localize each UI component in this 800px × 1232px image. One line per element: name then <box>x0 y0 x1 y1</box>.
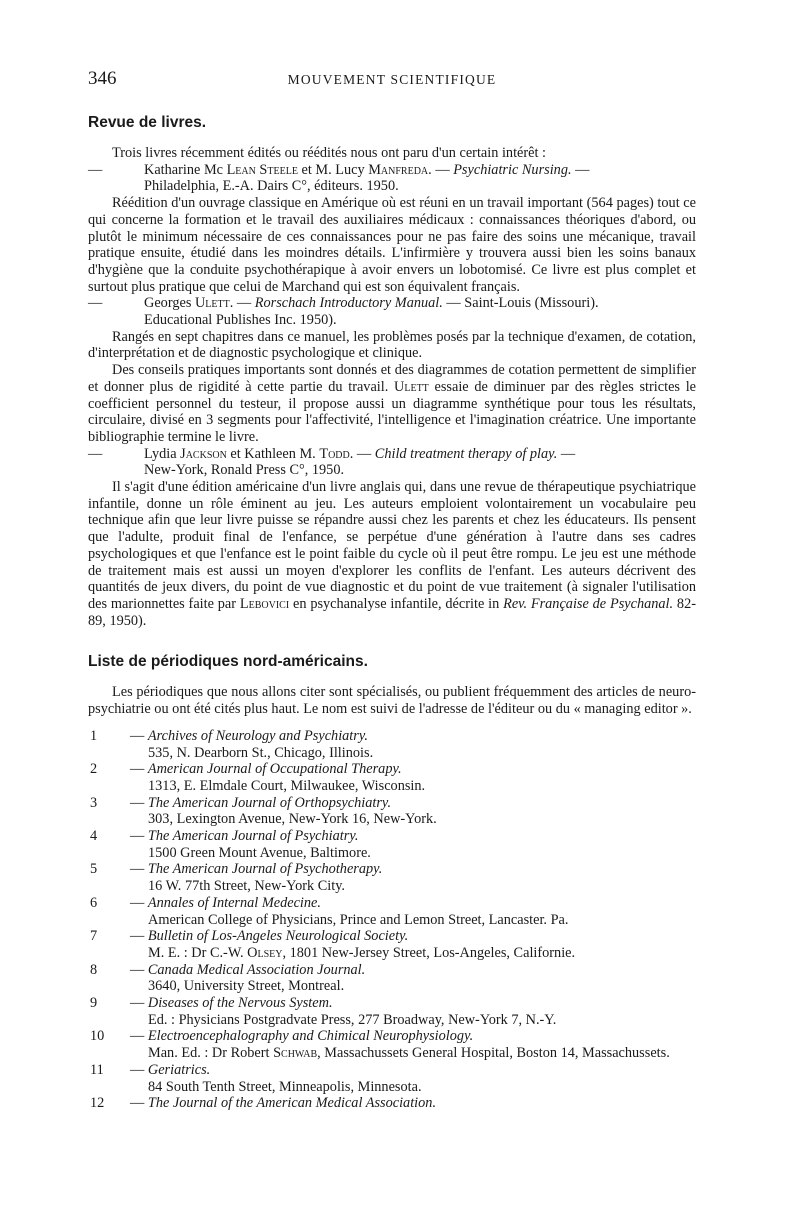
list-item-number: 11 <box>90 1061 104 1078</box>
periodical-title: Annales of Internal Medecine. <box>147 894 321 911</box>
book-title: Rorschach Introductory Manual. <box>254 295 443 312</box>
list-item-number: 4 <box>90 828 98 845</box>
list-item-number: 3 <box>90 794 98 811</box>
book-review-text: Rangés en sept chapitres dans ce manuel, les problèmes posés par la technique d'examen, de cotation, d'interprétation et de diagnostic psychologique et clinique. <box>88 328 696 362</box>
periodical-title: The Journal of the American Medical Association. <box>147 1095 437 1112</box>
list-item-number: 8 <box>90 961 98 978</box>
book-title: Child treatment therapy of play. <box>374 445 558 462</box>
book-review-text: Réédition d'un ouvrage classique en Amérique où est réuni en un travail important (564 pages) tout ce qui concerne la formation et le travail des auxiliaires médicaux : connaissances théoriques d'abord, ou plutôt le minimum nécessaire de ces connaissances pour ne pas faire des soins une mécanique, travail pratique ensuite, étudié dans les moindres détails. L'infirmière y trouvera aussi bien les soins banaux d'hygiène que la conduite psychothérapique à avoir envers un lobotomisé. Ce livre est plus complet et surtout plus pratique que celui de Marchand qui est son équivalent français. <box>88 195 696 295</box>
list-item: 11 — Geriatrics. 84 South Tenth Street, Minneapolis, Minnesota. <box>88 1062 696 1095</box>
book-review-text: Des conseils pratiques importants sont donnés et des diagrammes de cotation permettent de simplifier et donner plus de rigidité à cette partie du travail. Ulett essaie de diminuer par des règles strictes le coefficient personnel du testeur, il propose aussi un diagramme synthétique pour tous les résultats, circulaire, divisé en 3 segments pour l'affectivité, l'intelligence et l'imagination créatrice. Une importante bibliographie termine le livre. <box>88 362 697 445</box>
periodical-title: Archives of Neurology and Psychiatry. <box>147 727 368 744</box>
running-title: MOUVEMENT SCIENTIFIQUE <box>287 72 497 87</box>
periodical-address: Man. Ed. : Dr Robert Schwab, Massachussets General Hospital, Boston 14, Massachussets. <box>148 1045 670 1062</box>
section-title-reviews: Revue de livres. <box>88 114 207 131</box>
periodical-title: The American Journal of Psychotherapy. <box>147 861 383 878</box>
list-item: 1 — Archives of Neurology and Psychiatry. 535, N. Dearborn St., Chicago, Illinois. <box>88 728 696 761</box>
periodical-title: Electroencephalography and Chimical Neurophysiology. <box>147 1028 474 1045</box>
list-item: 2 — American Journal of Occupational Therapy. 1313, E. Elmdale Court, Milwaukee, Wisconsin. <box>88 761 696 794</box>
list-item-number: 5 <box>90 861 98 878</box>
periodical-address: American College of Physicians, Prince and Lemon Street, Lancaster. Pa. <box>148 911 569 928</box>
list-item-number: 7 <box>90 928 98 945</box>
list-item: 8 — Canada Medical Association Journal. 3640, University Street, Montreal. <box>88 962 696 995</box>
list-item: 12 — The Journal of the American Medical Association. <box>90 1095 437 1112</box>
list-item: 4 — The American Journal of Psychiatry. 1500 Green Mount Avenue, Baltimore. <box>88 828 696 861</box>
book-publisher: New-York, Ronald Press C°, 1950. <box>144 462 345 479</box>
document-page <box>88 68 696 1112</box>
periodical-title: Geriatrics. <box>147 1061 211 1078</box>
periodical-address: Ed. : Physicians Postgradvate Press, 277 Broadway, New-York 7, N.-Y. <box>148 1011 557 1028</box>
periodical-address: 84 South Tenth Street, Minneapolis, Minnesota. <box>148 1078 422 1095</box>
list-item-number: 12 <box>90 1095 105 1112</box>
list-item: 3 — The American Journal of Orthopsychiatry. 303, Lexington Avenue, New-York 16, New-York. <box>88 795 696 828</box>
book-title: Psychiatric Nursing. <box>453 161 572 178</box>
review-intro: Trois livres récemment édités ou réédités nous ont paru d'un certain intérêt : <box>112 145 547 161</box>
book-reference: — Georges Ulett. — Rorschach Introductory Manual. — Saint-Louis (Missouri). Educational Publishes Inc. 1950). <box>88 295 696 328</box>
periodical-address: 16 W. 77th Street, New-York City. <box>148 878 345 895</box>
periodical-title: American Journal of Occupational Therapy. <box>147 761 402 778</box>
book-publisher: Educational Publishes Inc. 1950). <box>144 312 337 329</box>
periodical-address: 303, Lexington Avenue, New-York 16, New-York. <box>148 811 437 828</box>
periodical-address: 535, N. Dearborn St., Chicago, Illinois. <box>148 744 374 761</box>
list-item: 9 — Diseases of the Nervous System. Ed. : Physicians Postgradvate Press, 277 Broadway, New-York 7, N.-Y. <box>88 995 696 1028</box>
list-item-number: 2 <box>90 761 98 778</box>
periodical-address: 3640, University Street, Montreal. <box>148 978 345 995</box>
list-item-number: 1 <box>90 727 98 744</box>
list-item: 5 — The American Journal of Psychotherapy. 16 W. 77th Street, New-York City. <box>88 861 696 894</box>
periodical-title: The American Journal of Psychiatry. <box>147 828 359 845</box>
list-item-number: 10 <box>90 1028 105 1045</box>
periodical-title: The American Journal of Orthopsychiatry. <box>147 794 392 811</box>
list-item-number: 6 <box>90 894 98 911</box>
page-header <box>88 68 696 92</box>
periodical-title: Diseases of the Nervous System. <box>147 995 333 1012</box>
list-item: 6 — Annales of Internal Medecine. American College of Physicians, Prince and Lemon Street, Lancaster. Pa. <box>88 895 696 928</box>
book-publisher: Philadelphia, E.-A. Dairs C°, éditeurs. 1950. <box>144 178 399 195</box>
list-item: 10 — Electroencephalography and Chimical Neurophysiology. Man. Ed. : Dr Robert Schwab, Massachussets General Hospital, Boston 14, Massachussets. <box>88 1028 696 1061</box>
periodical-list <box>88 728 696 1112</box>
periodical-address: M. E. : Dr C.-W. Olsey, 1801 New-Jersey Street, Los-Angeles, Californie. <box>148 944 576 961</box>
periodical-title: Bulletin of Los-Angeles Neurological Society. <box>147 928 409 945</box>
book-reference: — Lydia Jackson et Kathleen M. Todd. — Child treatment therapy of play. — New-York, Ronald Press C°, 1950. <box>88 446 696 479</box>
periodical-address: 1313, E. Elmdale Court, Milwaukee, Wisconsin. <box>148 777 426 794</box>
book-reference: — Katharine Mc Lean Steele et M. Lucy Manfreda. — Psychiatric Nursing. — Philadelphia, E.-A. Dairs C°, éditeurs. 1950. <box>88 162 696 195</box>
periodicals-intro: Les périodiques que nous allons citer sont spécialisés, ou publient fréquemment des articles de neuro-psychiatrie ou ont été cités plus haut. Le nom est suivi de l'adresse de l'éditeur ou du « managing editor ». <box>88 684 696 718</box>
periodical-address: 1500 Green Mount Avenue, Baltimore. <box>148 844 371 861</box>
book-review-text: Il s'agit d'une édition américaine d'un livre anglais qui, dans une revue de thérapeutique psychiatrique infantile, donne un rôle éminent au jeu. Les auteurs emploient volontairement un vocabulaire peu technique afin que leur livre puisse se répandre aussi chez les parents et chez les éducateurs. Ils pensent que l'adulte, produit final de l'enfance, se perpétue d'une génération à l'autre dans ses cadres psychologiques et que l'enfance est le point faible du cycle où il peut être rompu. Le jeu est une méthode de traitement mais est aussi un moyen d'explorer les conflits de l'enfant. Les auteurs décrivent des quantités de jeux divers, du point de vue diagnostic et du point de vue traitement (à signaler l'utilisation des marionnettes faite par Lebovici en psychanalyse infantile, décrite in Rev. Française de Psychanal. 82-89, 1950). <box>88 479 696 629</box>
list-item-number: 9 <box>90 995 98 1012</box>
list-item: 7 — Bulletin of Los-Angeles Neurological Society. M. E. : Dr C.-W. Olsey, 1801 New-Jersey Street, Los-Angeles, Californie. <box>88 928 696 961</box>
page-number: 346 <box>88 68 117 89</box>
section-title-periodicals: Liste de périodiques nord-américains. <box>88 653 368 671</box>
periodical-title: Canada Medical Association Journal. <box>147 961 366 978</box>
